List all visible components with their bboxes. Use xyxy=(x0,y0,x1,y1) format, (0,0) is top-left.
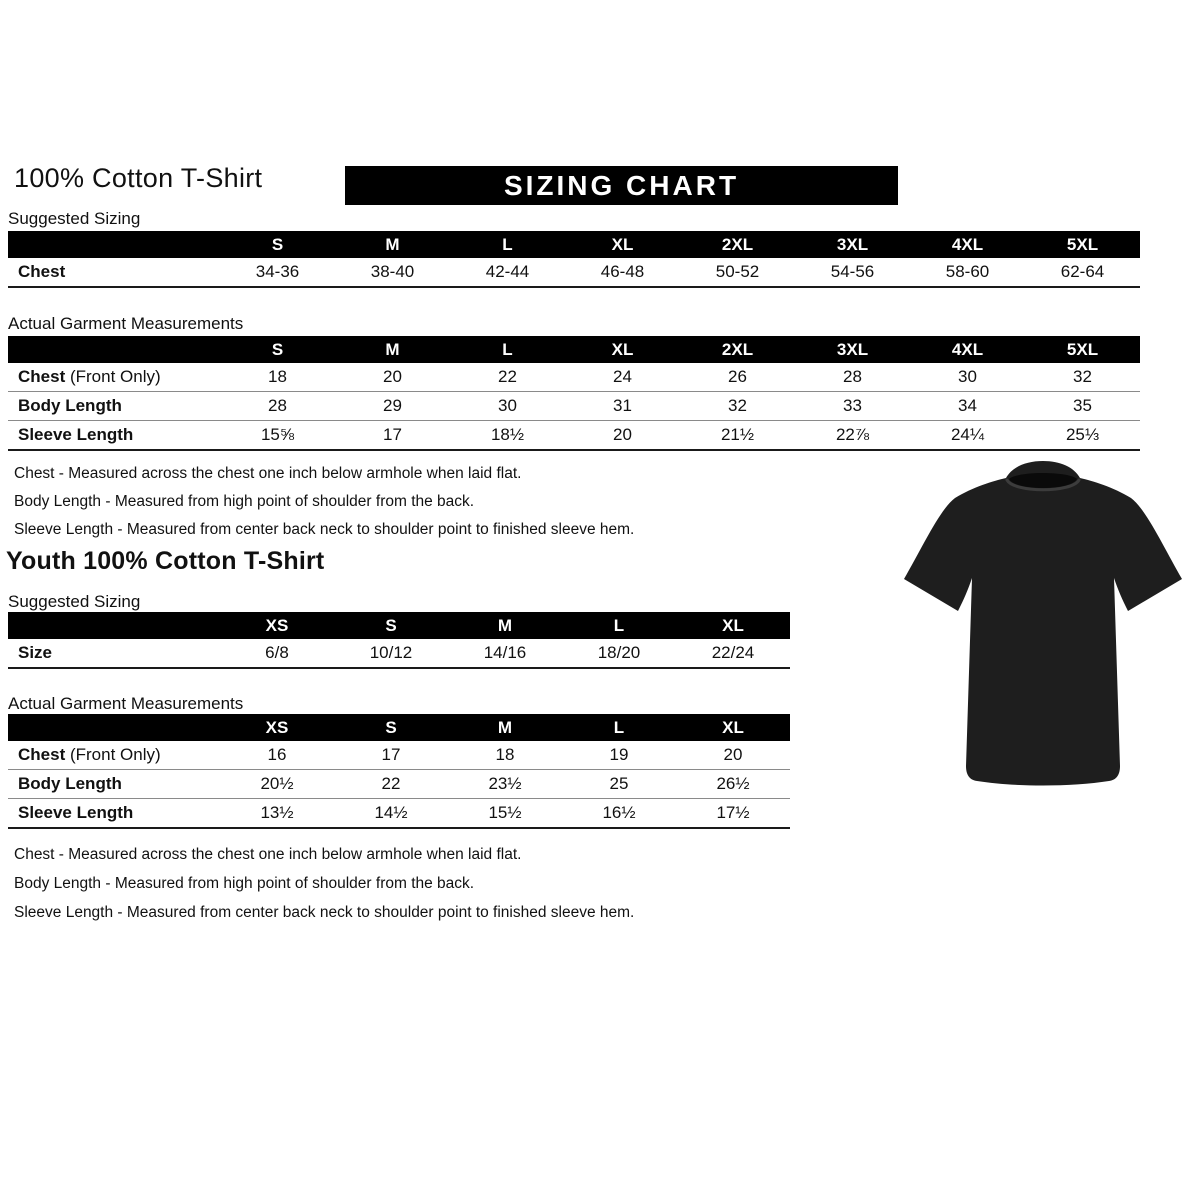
table-row xyxy=(8,421,1140,451)
size-header: S xyxy=(334,714,448,741)
size-header: 2XL xyxy=(680,336,795,363)
cell: 6/8 xyxy=(220,639,334,668)
cell: 20 xyxy=(676,741,790,770)
size-header: XL xyxy=(565,231,680,258)
size-header: M xyxy=(335,231,450,258)
table-row xyxy=(8,741,790,770)
table-row xyxy=(8,639,790,668)
note-line: Chest - Measured across the chest one inch below armhole when laid flat. xyxy=(14,465,522,482)
cell: 15⅝ xyxy=(220,421,335,451)
youth-title: Youth 100% Cotton T-Shirt xyxy=(6,547,325,575)
cell: 23½ xyxy=(448,770,562,799)
cell: 13½ xyxy=(220,799,334,829)
cell: 31 xyxy=(565,392,680,421)
size-header: 5XL xyxy=(1025,336,1140,363)
cell: 30 xyxy=(910,363,1025,392)
cell: 17 xyxy=(334,741,448,770)
cell: 35 xyxy=(1025,392,1140,421)
size-header: L xyxy=(450,231,565,258)
size-header: S xyxy=(334,612,448,639)
size-header: XL xyxy=(676,612,790,639)
cell: 34-36 xyxy=(220,258,335,287)
size-header: S xyxy=(220,336,335,363)
table-row xyxy=(8,258,1140,287)
row-label: Sleeve Length xyxy=(8,799,220,829)
cell: 22/24 xyxy=(676,639,790,668)
header-row xyxy=(8,231,1140,258)
size-header: M xyxy=(448,612,562,639)
adult-actual-heading: Actual Garment Measurements xyxy=(8,314,244,333)
cell: 25⅓ xyxy=(1025,421,1140,451)
cell: 18/20 xyxy=(562,639,676,668)
table-row xyxy=(8,770,790,799)
row-label: Body Length xyxy=(8,392,220,421)
cell: 17 xyxy=(335,421,450,451)
header-row xyxy=(8,336,1140,363)
tshirt-silhouette-icon xyxy=(893,452,1193,812)
cell: 22 xyxy=(450,363,565,392)
adult-notes xyxy=(14,460,894,544)
size-header: M xyxy=(335,336,450,363)
size-header: M xyxy=(448,714,562,741)
row-label: Body Length xyxy=(8,770,220,799)
size-header: 5XL xyxy=(1025,231,1140,258)
table-row xyxy=(8,363,1140,392)
row-label: Size xyxy=(8,639,220,668)
cell: 24¼ xyxy=(910,421,1025,451)
cell: 22 xyxy=(334,770,448,799)
header-row xyxy=(8,612,790,639)
cell: 21½ xyxy=(680,421,795,451)
cell: 50-52 xyxy=(680,258,795,287)
cell: 26 xyxy=(680,363,795,392)
adult-suggested-heading: Suggested Sizing xyxy=(8,209,141,228)
cell: 46-48 xyxy=(565,258,680,287)
cell: 10/12 xyxy=(334,639,448,668)
cell: 18 xyxy=(448,741,562,770)
youth-suggested-heading: Suggested Sizing xyxy=(8,592,141,611)
cell: 16 xyxy=(220,741,334,770)
cell: 38-40 xyxy=(335,258,450,287)
header-spacer xyxy=(8,231,220,258)
cell: 34 xyxy=(910,392,1025,421)
cell: 28 xyxy=(220,392,335,421)
size-header: XL xyxy=(565,336,680,363)
row-label: Sleeve Length xyxy=(8,421,220,451)
row-label: Chest (Front Only) xyxy=(8,741,220,770)
cell: 42-44 xyxy=(450,258,565,287)
cell: 18 xyxy=(220,363,335,392)
note-line: Body Length - Measured from high point of shoulder from the back. xyxy=(14,493,475,510)
tshirt-image xyxy=(893,452,1193,812)
cell: 54-56 xyxy=(795,258,910,287)
cell: 16½ xyxy=(562,799,676,829)
note-line: Chest - Measured across the chest one inch below armhole when laid flat. xyxy=(14,846,522,863)
cell: 22⅞ xyxy=(795,421,910,451)
note-line: Body Length - Measured from high point of shoulder from the back. xyxy=(14,875,475,892)
cell: 24 xyxy=(565,363,680,392)
cell: 15½ xyxy=(448,799,562,829)
size-header: XL xyxy=(676,714,790,741)
cell: 62-64 xyxy=(1025,258,1140,287)
size-header: 3XL xyxy=(795,336,910,363)
cell: 29 xyxy=(335,392,450,421)
header-row xyxy=(8,714,790,741)
row-label: Chest (Front Only) xyxy=(8,363,220,392)
size-header: L xyxy=(562,714,676,741)
size-header: 2XL xyxy=(680,231,795,258)
cell: 33 xyxy=(795,392,910,421)
table-row xyxy=(8,799,790,829)
cell: 14½ xyxy=(334,799,448,829)
cell: 20 xyxy=(565,421,680,451)
size-header: 4XL xyxy=(910,231,1025,258)
cell: 58-60 xyxy=(910,258,1025,287)
header-spacer xyxy=(8,714,220,741)
youth-actual-heading: Actual Garment Measurements xyxy=(8,694,244,713)
size-header: S xyxy=(220,231,335,258)
adult-title: 100% Cotton T-Shirt xyxy=(14,163,263,193)
cell: 32 xyxy=(680,392,795,421)
note-line: Sleeve Length - Measured from center back neck to shoulder point to finished sleeve hem. xyxy=(14,521,635,538)
cell: 20½ xyxy=(220,770,334,799)
cell: 19 xyxy=(562,741,676,770)
header-spacer xyxy=(8,612,220,639)
row-label: Chest xyxy=(8,258,220,287)
youth-notes xyxy=(14,840,894,927)
cell: 26½ xyxy=(676,770,790,799)
size-header: 3XL xyxy=(795,231,910,258)
size-header: L xyxy=(562,612,676,639)
adult-suggested-table xyxy=(8,231,1140,288)
note-line: Sleeve Length - Measured from center back neck to shoulder point to finished sleeve hem. xyxy=(14,904,635,921)
cell: 25 xyxy=(562,770,676,799)
size-header: XS xyxy=(220,612,334,639)
youth-actual-table xyxy=(8,714,790,829)
sizing-chart-banner-label: SIZING CHART xyxy=(503,169,740,201)
cell: 17½ xyxy=(676,799,790,829)
cell: 14/16 xyxy=(448,639,562,668)
sizing-chart-banner xyxy=(345,166,898,205)
youth-suggested-table xyxy=(8,612,790,669)
size-header: XS xyxy=(220,714,334,741)
size-header: 4XL xyxy=(910,336,1025,363)
table-row xyxy=(8,392,1140,421)
cell: 32 xyxy=(1025,363,1140,392)
size-header: L xyxy=(450,336,565,363)
cell: 20 xyxy=(335,363,450,392)
adult-actual-table xyxy=(8,336,1140,451)
cell: 28 xyxy=(795,363,910,392)
header-spacer xyxy=(8,336,220,363)
cell: 30 xyxy=(450,392,565,421)
cell: 18½ xyxy=(450,421,565,451)
